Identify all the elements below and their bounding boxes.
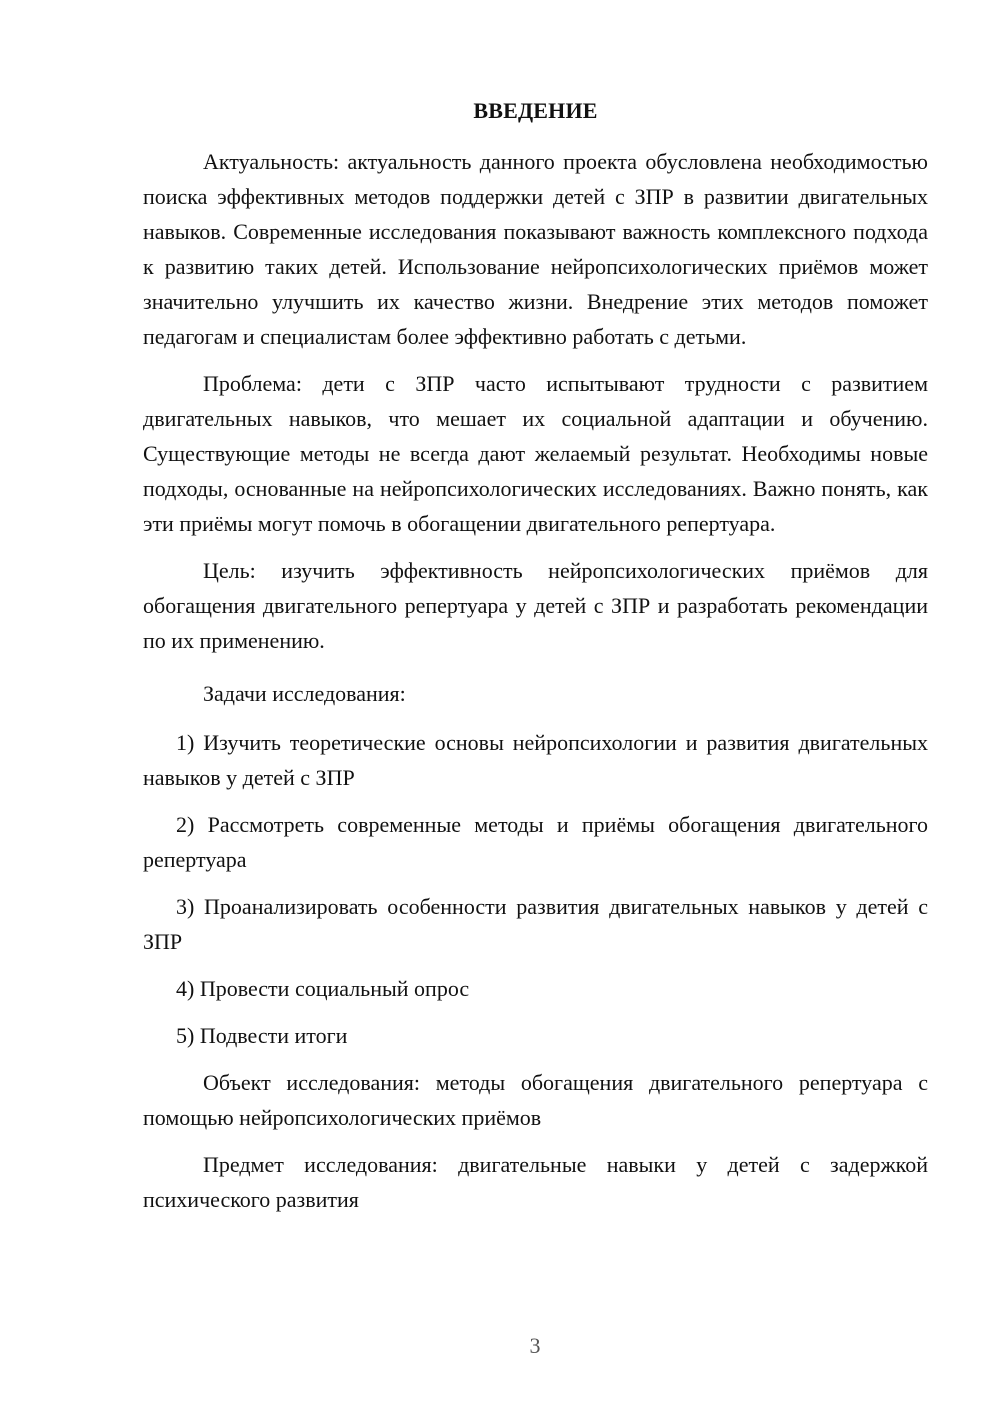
task-item-5: 5) Подвести итоги	[176, 1023, 348, 1048]
paragraph-goal: Цель: изучить эффективность нейропсихологических приёмов для обогащения двигательного репертуара у детей с ЗПР и разработать рекомендации по их применению.	[143, 558, 928, 653]
paragraph-object: Объект исследования: методы обогащения двигательного репертуара с помощью нейропсихологических приёмов	[143, 1070, 928, 1130]
task-item-3: 3) Проанализировать особенности развития двигательных навыков у детей с ЗПР	[143, 894, 928, 954]
page-title: ВВЕДЕНИЕ	[473, 98, 598, 123]
paragraph-problem: Проблема: дети с ЗПР часто испытывают трудности с развитием двигательных навыков, что мешает их социальной адаптации и обучению. Существующие методы не всегда дают желаемый результат. Необходимы новые подходы, основанные на нейропсихологических исследованиях. Важно понять, как эти приёмы могут помочь в обогащении двигательного репертуара.	[143, 371, 928, 536]
page-content	[143, 96, 928, 1217]
page-number: 3	[529, 1333, 541, 1358]
tasks-heading: Задачи исследования:	[203, 681, 406, 706]
task-item-2: 2) Рассмотреть современные методы и приёмы обогащения двигательного репертуара	[143, 812, 928, 872]
task-item-4: 4) Провести социальный опрос	[176, 976, 470, 1001]
task-item-1: 1) Изучить теоретические основы нейропсихологии и развития двигательных навыков у детей с ЗПР	[143, 730, 928, 790]
paragraph-subject: Предмет исследования: двигательные навыки у детей с задержкой психического развития	[143, 1152, 928, 1212]
paragraph-relevance: Актуальность: актуальность данного проекта обусловлена необходимостью поиска эффективных методов поддержки детей с ЗПР в развитии двигательных навыков. Современные исследования показывают важность комплексного подхода к развитию таких детей. Использование нейропсихологических приёмов может значительно улучшить их качество жизни. Внедрение этих методов поможет педагогам и специалистам более эффективно работать с детьми.	[143, 149, 928, 349]
